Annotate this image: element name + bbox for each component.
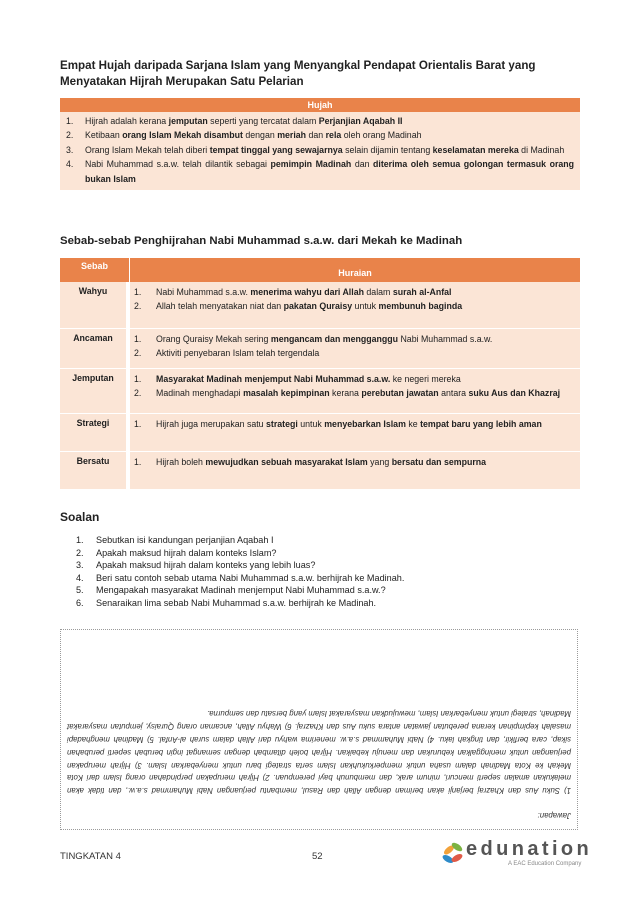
question-item [76,547,576,560]
bold-text: membunuh baginda [378,301,463,312]
text-span: dan [351,159,374,170]
hujah-item [66,157,574,186]
item-number: 2. [66,130,74,141]
sebab-description [130,413,580,451]
text-span: dengan [242,130,278,141]
bold-text: pakatan Quraisy [283,301,353,312]
bold-text: Masyarakat Madinah menjemput Nabi Muhammad s.a.w. [156,374,391,384]
text-span: Nabi Muhammad s.a.w. [156,287,251,297]
text-span: ke [405,419,421,429]
sebab-label: Ancaman [60,328,126,368]
bold-text: meriah [277,130,307,141]
sebab-table-header [60,258,580,282]
item-text [85,143,574,157]
item-number: 3. [66,144,74,155]
item-text [156,299,580,313]
sebab-description [130,368,580,413]
question-text: Beri satu contoh sebab utama Nabi Muhammad s.a.w. berhijrah ke Madinah. [96,572,405,583]
text-span: di Madinah [518,144,565,155]
sebab-description [130,328,580,368]
hujah-table [60,98,580,190]
sebab-description [130,282,580,328]
question-item [76,572,576,585]
item-text [156,386,580,400]
bold-text: strategi [266,419,298,429]
item-number: 4. [66,159,74,170]
item-number: 1. [134,419,142,429]
soalan-list [76,534,576,610]
item-text [85,157,574,186]
description-item [130,417,580,431]
item-text [156,417,580,431]
text-span: Ketibaan [85,130,123,141]
bold-text: mengancam dan mengganggu [270,334,398,344]
question-item [76,584,576,597]
item-number: 1. [134,334,142,344]
answer-text: 1) Suku Aus dan Khazraj berjanji akan beriman dengan Allah dan Rasul, membantu perjuangan Nabi Muhammad s.a.w., dan tidak akan melakukan amalan seperti mencuri, minum arak, dan membunuh bayi perempuan. 2) Hijrah merupakan perpindahan orang Islam dari Kota Mekah ke Kota Madinah dalam usaha untuk memperkukuhkan Islam serta strategi baru untuk menyebarkan Islam. 3) Hijrah merupakan perjuangan untuk meninggalkan keburukan dan menuju kebaikan. Hijrah boleh ditambah dengan semangat ingin berubah seperti perubahan sikap, cara berfikir, dan tingkah laku. 4) Nabi Muhammad s.a.w. menerima wahyu dari Allah dalam surah al-Anfal. 5) Madinah menghadapi masalah kepimpinan kerana perebutan jawatan antara suku Aus dan Khazraj. 6) Wahyu Allah, ancaman orang Quraisy, jemputan masyarakat Madinah, strategi untuk menyebarkan Islam, mewujudkan masyarakat Islam yang bersatu dan sempurna. [67,709,571,796]
item-text [156,332,580,346]
question-number: 4. [76,572,84,583]
description-item [130,346,580,360]
sebab-row [60,368,580,413]
soalan-title: Soalan [60,510,100,524]
question-text: Apakah maksud hijrah dalam konteks yang lebih luas? [96,560,316,571]
bold-text: tempat baru yang lebih aman [420,419,542,429]
question-item [76,597,576,610]
text-span: dan [306,130,326,141]
question-number: 2. [76,547,84,558]
text-span: Aktiviti penyebaran Islam telah tergendala [156,348,320,359]
text-span: Hijrah boleh [156,457,206,467]
section-title-sebab: Sebab-sebab Penghijrahan Nabi Muhammad s.a.w. dari Mekah ke Madinah [60,235,463,247]
bold-text: jemputan [168,116,208,126]
description-item [130,299,580,313]
sebab-row [60,328,580,368]
description-item [130,285,580,299]
text-span: seperti yang tercatat dalam [207,116,319,126]
bold-text: orang Islam Mekah disambut [122,130,243,141]
description-item [130,386,580,400]
item-text [156,346,580,360]
bold-text: suku Aus dan Khazraj [468,388,561,399]
page-number: 52 [312,851,323,862]
item-text [156,455,580,469]
answer-content-upside-down [61,630,577,829]
hujah-item [66,143,574,157]
question-text: Sebutkan isi kandungan perjanjian Aqabah I [96,535,274,545]
column-header-sebab: Sebab [60,258,129,282]
bold-text: masalah kepimpinan [243,388,330,399]
item-number: 1. [134,374,142,384]
text-span: Orang Islam Mekah telah diberi [85,144,210,155]
question-number: 6. [76,597,84,608]
sebab-label: Strategi [60,413,126,451]
item-text [85,128,574,142]
question-item [76,534,576,547]
answer-box [60,629,578,830]
brand-tagline: A EAC Education Company [508,861,582,867]
bold-text: perebutan jawatan [361,388,439,399]
item-number: 1. [66,116,74,126]
text-span: Madinah menghadapi [156,388,244,399]
item-number: 2. [134,388,142,399]
question-number: 5. [76,585,84,596]
bold-text: menyebarkan Islam [324,419,406,429]
text-span: Orang Quraisy Mekah sering [156,334,271,344]
sebab-table [60,258,580,489]
text-span: ke negeri mereka [390,374,461,384]
text-span: Hijrah adalah kerana [85,116,169,126]
question-text: Apakah maksud hijrah dalam konteks Islam? [96,547,277,558]
sebab-label: Bersatu [60,451,126,489]
text-span: oleh orang Madinah [341,130,422,141]
text-span: yang [367,457,392,467]
item-number: 2. [134,301,142,312]
edunation-logo [438,838,593,872]
text-span: Hijrah juga merupakan satu [156,419,267,429]
bold-text: Perjanjian Aqabah II [318,116,403,126]
bold-text: menerima wahyu dari Allah [250,287,364,297]
sebab-row [60,451,580,489]
sebab-row [60,282,580,328]
hujah-table-header: Hujah [60,98,580,112]
item-text [156,285,580,299]
answer-label: Jawapan: [537,811,571,820]
sebab-table-body [60,282,580,489]
bold-text: tempat tinggal yang sewajarnya [209,144,343,155]
sebab-description [130,451,580,489]
hujah-item [66,114,574,128]
item-text [156,372,580,386]
sebab-label: Wahyu [60,282,126,328]
sebab-label: Jemputan [60,368,126,413]
question-text: Mengapakah masyarakat Madinah menjemput Nabi Muhammad s.a.w.? [96,585,386,596]
question-number: 3. [76,560,84,571]
bold-text: bersatu dan sempurna [391,457,487,467]
text-span: Nabi Muhammad s.a.w. telah dilantik sebagai [85,159,271,170]
bold-text: pemimpin Madinah [270,159,352,170]
bold-text: surah al-Anfal [392,287,452,297]
item-number: 1. [134,287,142,297]
text-span: selain dijamin tentang [342,144,433,155]
text-span: Nabi Muhammad s.a.w. [398,334,493,344]
bold-text: mewujudkan sebuah masyarakat Islam [205,457,368,467]
bold-text: diterima oleh semua golongan termasuk orang bukan Islam [85,159,575,184]
hujah-table-body [60,112,580,190]
question-text: Senaraikan lima sebab Nabi Muhammad s.a.w. berhijrah ke Madinah. [96,597,377,608]
text-span: untuk [352,301,379,312]
item-number: 1. [134,457,142,467]
text-span: kerana [329,388,362,399]
bold-text: rela [325,130,342,141]
section-title-hujah: Empat Hujah daripada Sarjana Islam yang Menyangkal Pendapat Orientalis Barat yang Menyatakan Hijrah Merupakan Satu Pelarian [60,59,536,88]
text-span: dalam [363,287,393,297]
text-span: antara [438,388,469,399]
bold-text: keselamatan mereka [432,144,519,155]
question-number: 1. [76,535,84,545]
text-span: Allah telah menyatakan niat dan [156,301,284,312]
brand-name: edunation [466,838,593,860]
text-span: untuk [297,419,325,429]
column-header-huraian: Huraian [130,258,580,282]
question-item [76,559,576,572]
item-number: 2. [134,348,142,359]
sebab-row [60,413,580,451]
footer-form-label: TINGKATAN 4 [60,851,121,862]
description-item [130,332,580,346]
description-item [130,372,580,386]
hujah-item [66,128,574,142]
item-text [85,114,574,128]
description-item [130,455,580,469]
